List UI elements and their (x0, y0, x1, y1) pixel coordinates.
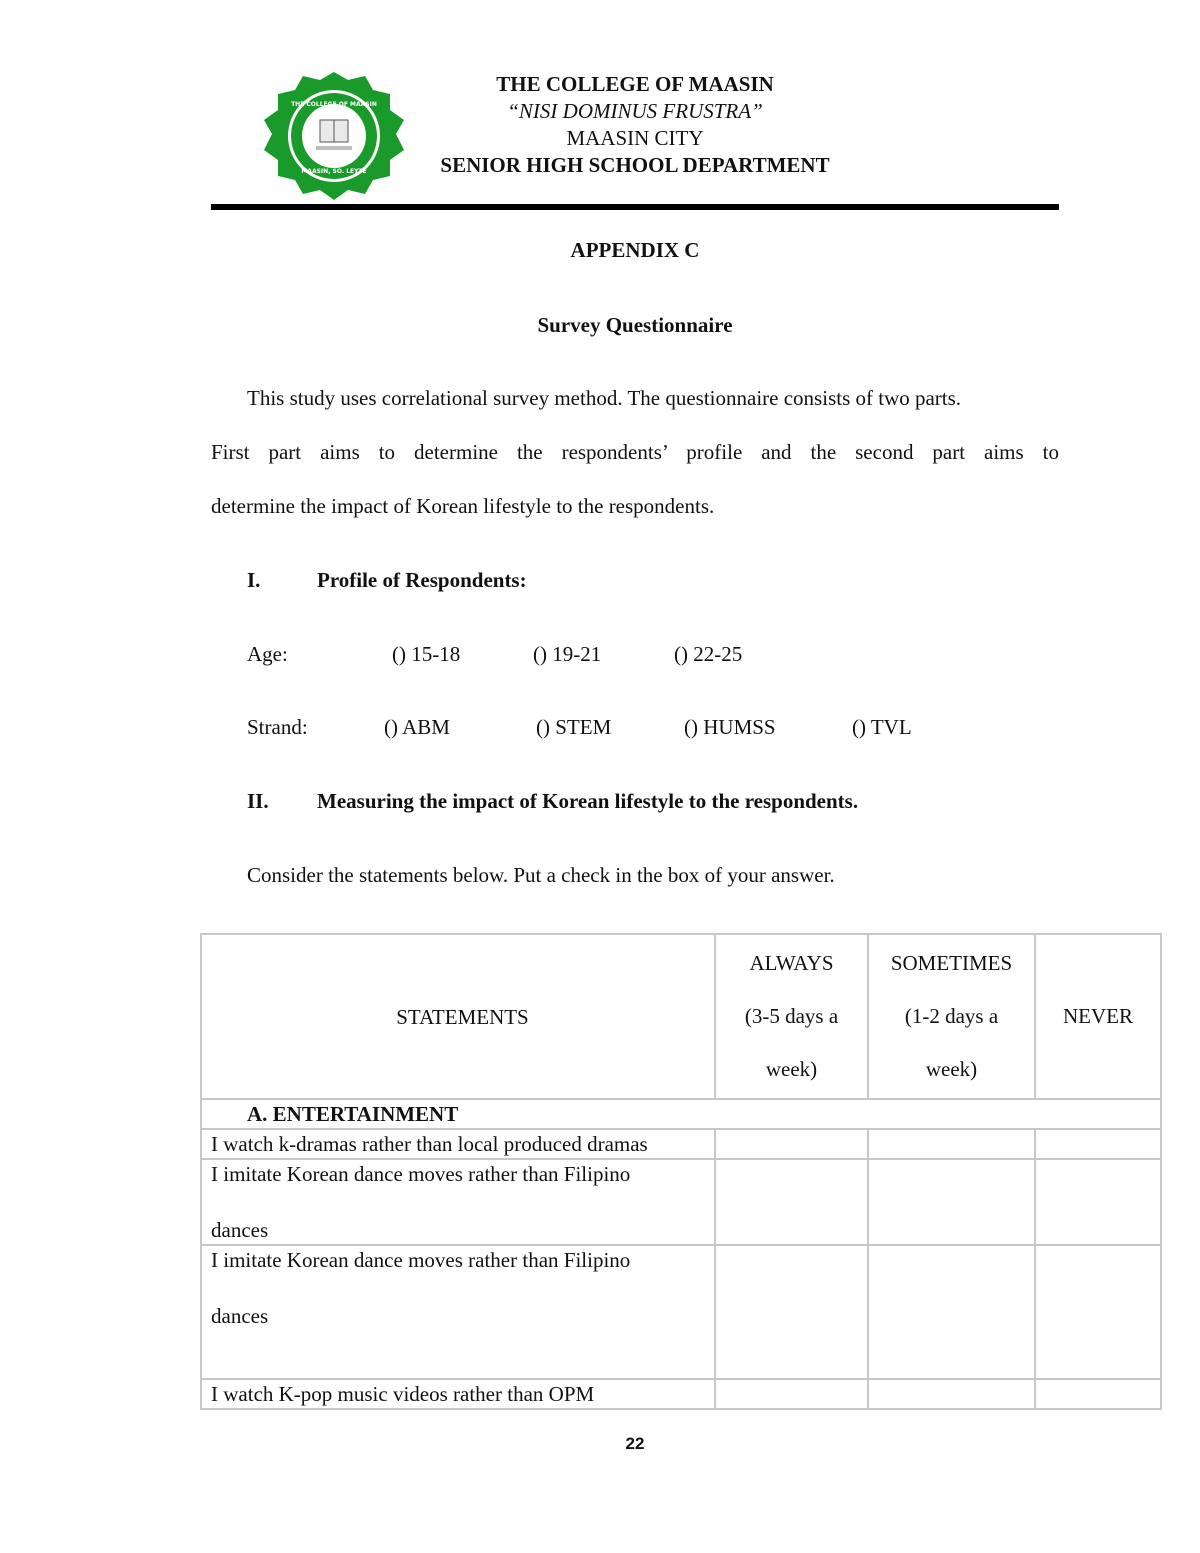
section-entertainment: A. ENTERTAINMENT (201, 1099, 1161, 1129)
always-checkbox-cell[interactable] (715, 1159, 868, 1245)
statement-line: dances (211, 1304, 269, 1328)
header-statements: STATEMENTS (201, 934, 715, 1099)
age-option[interactable]: () 22-25 (674, 642, 743, 666)
statement-line: I imitate Korean dance moves rather than Filipino (211, 1248, 631, 1272)
part2-number: II. (247, 789, 269, 813)
always-checkbox-cell[interactable] (715, 1379, 868, 1409)
part1-title: Profile of Respondents: (317, 568, 527, 592)
page-number: 22 (625, 1434, 645, 1453)
header-always-range: (3-5 days a (744, 1004, 839, 1028)
strand-option[interactable]: () STEM (536, 715, 612, 739)
sometimes-checkbox-cell[interactable] (868, 1379, 1035, 1409)
never-checkbox-cell[interactable] (1035, 1129, 1161, 1159)
intro-line-2: First part aims to determine the respondents’ profile and the second part aims to (211, 440, 1059, 464)
department-name: SENIOR HIGH SCHOOL DEPARTMENT (440, 153, 830, 177)
header-always (715, 934, 868, 1099)
sometimes-checkbox-cell[interactable] (868, 1159, 1035, 1245)
table-row (201, 1129, 1161, 1159)
never-checkbox-cell[interactable] (1035, 1379, 1161, 1409)
table-header-row (201, 934, 1161, 1099)
strand-option[interactable]: () HUMSS (684, 715, 776, 739)
header-always-unit: week) (765, 1057, 818, 1081)
age-option[interactable]: () 19-21 (533, 642, 602, 666)
statement-cell: I watch K-pop music videos rather than OPM (201, 1379, 715, 1409)
sometimes-checkbox-cell[interactable] (868, 1129, 1035, 1159)
never-checkbox-cell[interactable] (1035, 1159, 1161, 1245)
statement-cell (201, 1245, 715, 1379)
header-sometimes (868, 934, 1035, 1099)
table-row (201, 1379, 1161, 1409)
table-row (201, 1159, 1161, 1245)
statement-cell (201, 1159, 715, 1245)
age-option[interactable]: () 15-18 (392, 642, 461, 666)
school-city: MAASIN CITY (566, 126, 704, 150)
appendix-title: APPENDIX C (570, 238, 700, 262)
school-name: THE COLLEGE OF MAASIN (496, 72, 774, 96)
college-seal-logo (256, 70, 412, 202)
survey-title: Survey Questionnaire (537, 313, 733, 337)
seal-text-top: THE COLLEGE OF MAASIN (291, 101, 377, 108)
always-checkbox-cell[interactable] (715, 1245, 868, 1379)
statement-line: dances (211, 1218, 269, 1242)
age-label: Age: (247, 642, 288, 666)
header-always-label: ALWAYS (749, 951, 834, 975)
header-sometimes-range: (1-2 days a (904, 1004, 999, 1028)
survey-table (200, 933, 1162, 1410)
strand-option[interactable]: () TVL (852, 715, 912, 739)
school-motto: “NISI DOMINUS FRUSTRA” (507, 99, 763, 123)
header-rule (211, 204, 1059, 210)
strand-label: Strand: (247, 715, 308, 739)
intro-line-1: This study uses correlational survey method. The questionnaire consists of two parts. (247, 386, 962, 410)
strand-option[interactable]: () ABM (384, 715, 450, 739)
statement-line: I imitate Korean dance moves rather than Filipino (211, 1162, 631, 1186)
statement-cell: I watch k-dramas rather than local produced dramas (201, 1129, 715, 1159)
section-row (201, 1099, 1161, 1129)
instruction-text: Consider the statements below. Put a check in the box of your answer. (247, 863, 835, 887)
header-never: NEVER (1035, 934, 1161, 1099)
seal-text-bottom: MAASIN, SO. LEYTE (301, 168, 367, 175)
sometimes-checkbox-cell[interactable] (868, 1245, 1035, 1379)
always-checkbox-cell[interactable] (715, 1129, 868, 1159)
part1-number: I. (247, 568, 261, 592)
never-checkbox-cell[interactable] (1035, 1245, 1161, 1379)
intro-line-3: determine the impact of Korean lifestyle to the respondents. (211, 494, 715, 518)
table-row (201, 1245, 1161, 1379)
header-sometimes-unit: week) (925, 1057, 978, 1081)
header-sometimes-label: SOMETIMES (890, 951, 1013, 975)
part2-title: Measuring the impact of Korean lifestyle to the respondents. (317, 789, 859, 813)
